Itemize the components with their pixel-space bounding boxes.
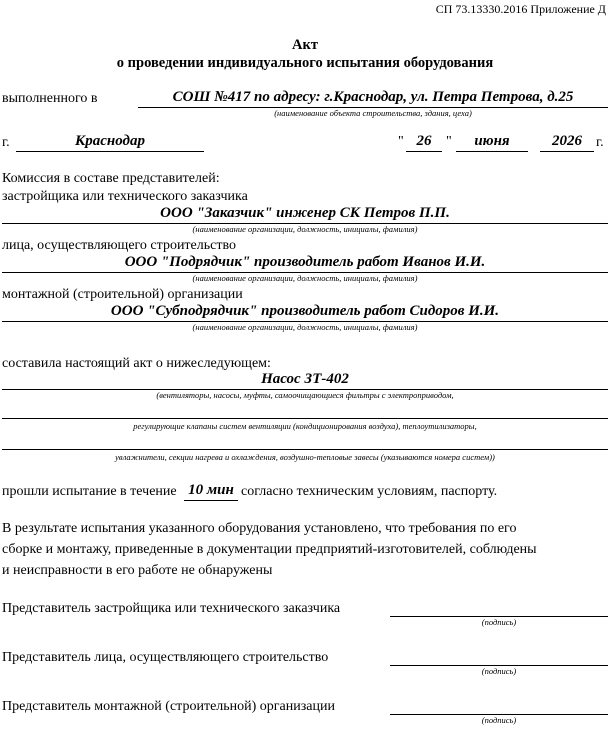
city-prefix: г. [2, 135, 10, 150]
city-underline [16, 151, 204, 152]
equipment-hint-1: (вентиляторы, насосы, муфты, самоочищающиеся фильтры с электроприводом, [156, 390, 454, 400]
commission-intro: Комиссия в составе представителей: [2, 171, 220, 186]
test-prefix: прошли испытание в течение [2, 484, 177, 499]
test-suffix: согласно техническим условиям, паспорту. [241, 484, 498, 499]
date-month-field: июня [474, 133, 510, 149]
document-reference: СП 73.13330.2016 Приложение Д [435, 2, 606, 16]
builder-label: лица, осуществляющего строительство [2, 238, 236, 253]
customer-label: застройщика или технического заказчика [2, 189, 248, 204]
date-day-underline [406, 151, 442, 152]
equipment-intro: составила настоящий акт о нижеследующем: [2, 356, 271, 371]
date-year-field: 2026 [552, 133, 582, 149]
customer-rep-hint: (наименование организации, должность, инициалы, фамилия) [192, 224, 418, 234]
equipment-hint-2: регулирующие клапаны систем вентиляции (кондиционирования воздуха), теплоутилизаторы, [133, 421, 477, 431]
equipment-hint-3: увлажнители, секции нагрева и охлаждения, воздушно-тепловые завесы (указываются номера систем)) [115, 452, 495, 462]
signature-label-builder: Представитель лица, осуществляющего строительство [2, 650, 329, 665]
date-quote-open: " [398, 134, 404, 149]
equipment-underline-2 [2, 418, 608, 419]
object-name-hint: (наименование объекта строительства, здания, цеха) [274, 108, 472, 118]
document-subtitle: о проведении индивидуального испытания оборудования [116, 55, 494, 71]
test-duration-field: 10 мин [188, 482, 234, 498]
date-day-field: 26 [416, 133, 432, 149]
equipment-underline-3 [2, 449, 608, 450]
installer-rep-hint: (наименование организации, должность, инициалы, фамилия) [192, 322, 418, 332]
date-quote-close: " [446, 134, 452, 149]
signature-hint-builder: (подпись) [481, 666, 517, 676]
year-suffix: г. [596, 135, 604, 150]
signature-label-customer: Представитель застройщика или технического заказчика [2, 601, 341, 616]
date-month-underline [456, 151, 528, 152]
signature-label-installer: Представитель монтажной (строительной) организации [2, 699, 335, 714]
test-duration-underline [184, 500, 238, 501]
installer-rep-field: ООО "Субподрядчик" производитель работ Сидоров И.И. [110, 303, 500, 319]
equipment-field: Насос ЗТ-402 [261, 371, 349, 387]
document-title: Акт [292, 37, 318, 53]
performed-label: выполненного в [2, 91, 98, 106]
city-field: Краснодар [75, 133, 145, 149]
installer-label: монтажной (строительной) организации [2, 287, 243, 302]
builder-rep-hint: (наименование организации, должность, инициалы, фамилия) [192, 273, 418, 283]
result-line-1: В результате испытания указанного оборудования установлено, что требования по его [2, 521, 517, 536]
object-name-field: СОШ №417 по адресу: г.Краснодар, ул. Петра Петрова, д.25 [172, 89, 574, 105]
result-line-3: и неисправности в его работе не обнаружены [2, 563, 273, 578]
result-line-2: сборке и монтажу, приведенные в документации предприятий-изготовителей, соблюдены [2, 542, 537, 557]
signature-hint-customer: (подпись) [481, 617, 517, 627]
customer-rep-field: ООО "Заказчик" инженер СК Петров П.П. [160, 205, 450, 221]
signature-hint-installer: (подпись) [481, 715, 517, 725]
builder-rep-field: ООО "Подрядчик" производитель работ Иванов И.И. [124, 254, 486, 270]
date-year-underline [540, 151, 594, 152]
